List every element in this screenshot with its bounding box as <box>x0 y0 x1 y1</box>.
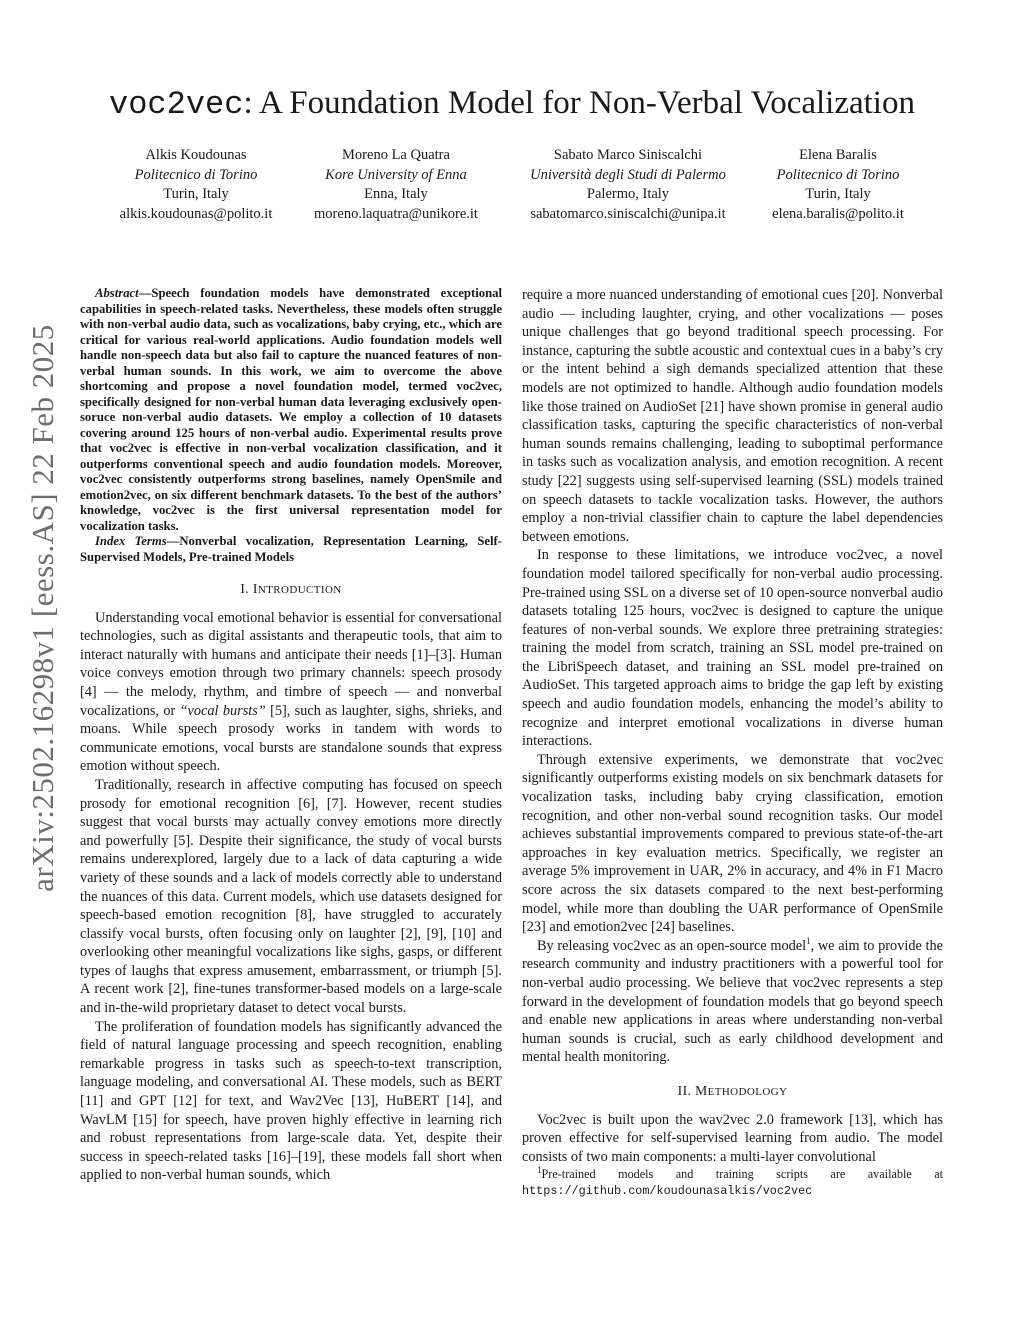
index-terms <box>80 534 502 565</box>
author-name: Sabato Marco Siniscalchi <box>553 147 703 163</box>
author-block <box>120 146 273 224</box>
title-model-name: voc2vec <box>109 86 244 123</box>
index-terms-label: Index Terms <box>95 534 167 548</box>
author-email: elena.baralis@polito.it <box>772 205 904 222</box>
intro-paragraph: Through extensive experiments, we demonstrate that voc2vec significantly outperforms existing models on six benchmark datasets for vocalization tasks, including baby crying classification, emotion recognition, and other non-verbal sound recognition tasks. Our model achieves substantial improvements compared to previous state-of-the-art approaches in key evaluation metrics. Specifically, we register an average 5% improvement in UAR, 2% in accuracy, and 4% in F1 Macro score across the six datasets compared to the next best-performing model, while more than doubling the UAR performance of OpenSmile [23] and emotion2vec [24] baselines. <box>522 751 943 936</box>
author-affiliation: Università degli Studi di Palermo <box>530 166 726 183</box>
intro-paragraph: The proliferation of foundation models has significantly advanced the field of natural language processing and speech recognition, enabling remarkable progress in tasks such as speech-to-text transcription, language modeling, and conversational AI. These models, such as BERT [11] and GPT [12] for text, and Wav2Vec [13], HuBERT [14], and WavLM [15] for speech, have proven highly effective in learning rich and robust representations from large-scale data. Yet, despite their success in speech-related tasks [16]–[19], these models fall short when applied to non-verbal human sounds, which <box>80 1018 502 1184</box>
intro-paragraph: By releasing voc2vec as an open-source model$^1$, we aim to provide the research community and industry practitioners with a powerful tool for non-verbal audio processing. We believe that voc2vec represents a step forward in the development of foundation models that go beyond speech and enable new applications in areas where understanding non-verbal human sounds is crucial, such as early childhood development and mental health monitoring. <box>522 936 943 1066</box>
section-heading-introduction: I. INTRODUCTION <box>240 581 342 596</box>
author-location: Palermo, Italy <box>586 186 670 202</box>
author-block <box>530 146 726 224</box>
author-block <box>772 146 904 224</box>
author-email: alkis.koudounas@polito.it <box>119 205 273 222</box>
left-column <box>80 286 502 1185</box>
footnote: $^1$Pre-trained models and training scripts are available at https://github.com/koudounasalkis/voc2vec <box>522 1165 943 1199</box>
author-location: Enna, Italy <box>364 186 428 202</box>
footnote-link[interactable]: https://github.com/koudounasalkis/voc2vec <box>522 1184 813 1199</box>
author-affiliation: Politecnico di Torino <box>776 166 900 183</box>
intro-paragraph: In response to these limitations, we introduce voc2vec, a novel foundation model tailored specifically for non-verbal audio processing. Pre-trained using SSL on a diverse set of 10 open-source nonverbal audio datasets totaling 125 hours, voc2vec is designed to capture the unique features of non-verbal sounds. We explore three pretraining strategies: training the model from scratch, training an SSL model pre-trained on the LibriSpeech dataset, and training an SSL model pre-trained on AudioSet. This targeted approach aims to bridge the gap left by existing speech and audio foundation models, enhancing the model’s ability to recognize and interpret emotional vocalizations in diverse human interactions. <box>522 547 943 750</box>
methodology-paragraph: Voc2vec is built upon the wav2vec 2.0 framework [13], which has proven effective for self-supervised learning from audio. The model consists of two main components: a multi-layer convolutional <box>522 1111 943 1165</box>
abstract-text: —Speech foundation models have demonstrated exceptional capabilities in speech-related tasks. Nevertheless, these models often struggle with non-verbal audio data, such as vocalizations, baby crying, etc., which are critical for various real-world applications. Audio foundation models well handle non-speech data but also fail to capture the nuanced features of non-verbal human sounds. In this work, we aim to overcome the above shortcoming and propose a novel foundation model, termed voc2vec, specifically designed for non-verbal human data leveraging exclusively open-soruce non-verbal audio datasets. We employ a collection of 10 datasets covering around 125 hours of non-verbal audio. Experimental results prove that voc2vec is effective in non-verbal vocalization classification, and it outperforms conventional speech and audio foundation models. Moreover, voc2vec consistently outperforms strong baselines, namely OpenSmile and emotion2vec, on six different benchmark datasets. To the best of the authors’ knowledge, voc2vec is the first universal representation model for vocalization tasks. <box>80 286 502 533</box>
right-column <box>522 286 943 1199</box>
arxiv-identifier: arXiv:2502.16298v1 [eess.AS] 22 Feb 2025 <box>25 324 60 892</box>
author-location: Turin, Italy <box>805 186 871 202</box>
author-name: Elena Baralis <box>799 147 877 163</box>
paper-title <box>0 83 1024 125</box>
author-location: Turin, Italy <box>163 186 229 202</box>
footnote-marker: 1 <box>806 936 811 947</box>
author-email: sabatomarco.siniscalchi@unipa.it <box>530 205 726 222</box>
author-affiliation: Politecnico di Torino <box>134 166 258 183</box>
author-email: moreno.laquatra@unikore.it <box>314 205 478 222</box>
intro-paragraph: require a more nuanced understanding of emotional cues [20]. Nonverbal audio — including laughter, crying, and other vocalizations — poses unique challenges that go beyond traditional speech processing. For instance, capturing the subtle acoustic and contextual cues in a baby’s cry or the intent behind a sigh demands specialized attention that these models are not optimized to handle. Although audio foundation models like those trained on AudioSet [21] have shown promise in general audio classification tasks, capturing the specific characteristics of non-verbal human sounds remains challenging, leading to suboptimal performance in tasks such as vocalization analysis, and emotion recognition. A recent study [22] suggests using self-supervised learning (SSL) models trained on speech datasets to tackle vocalization tasks. However, the authors employ a non-trivial classifier chain to capture the label dependencies between emotions. <box>522 287 943 545</box>
author-name: Moreno La Quatra <box>342 147 450 163</box>
author-affiliation: Kore University of Enna <box>325 166 467 183</box>
author-block <box>314 146 478 224</box>
index-terms-text: —Nonverbal vocalization, Representation Learning, Self-Supervised Models, Pre-trained Models <box>80 534 502 564</box>
abstract <box>80 286 502 534</box>
author-name: Alkis Koudounas <box>145 147 247 163</box>
intro-paragraph: Traditionally, research in affective computing has focused on speech prosody for emotional recognition [6], [7]. However, recent studies suggest that vocal bursts may actually convey emotions more directly and powerfully [5]. Despite their significance, the study of vocal bursts remains underexplored, largely due to a lack of data capturing a wide variety of these sounds and a lack of models correctly able to understand the nuances of this data. Current models, which use datasets designed for speech-based emotion recognition [8], have struggled to accurately classify vocal bursts, often focusing only on laughter [2], [9], [10] and overlooking other meaningful vocalizations like sighs, gasps, or different types of laughs that express amusement, embarrassment, or triumph [5]. A recent work [2], fine-tunes transformer-based models on a large-scale and in-the-wild proprietary dataset to detect vocal bursts. <box>80 776 502 1017</box>
section-heading-methodology: II. METHODOLOGY <box>677 1082 788 1098</box>
intro-paragraph: Understanding vocal emotional behavior is essential for conversational technologies, such as digital assistants and therapeutic tools, that aim to interact naturally with humans and anticipate their needs [1]–[3]. Human voice conveys emotion through two primary channels: speech prosody [4] — the melody, rhythm, and timbre of speech — and nonverbal vocalizations, or “vocal bursts” [5], such as laughter, sighs, shrieks, and moans. While speech prosody works in tandem with words to communicate emotions, vocal bursts are standalone sounds that express emotion without speech. <box>80 609 503 775</box>
title-text: : A Foundation Model for Non-Verbal Vocalization <box>243 85 915 121</box>
abstract-label: Abstract <box>95 286 139 300</box>
